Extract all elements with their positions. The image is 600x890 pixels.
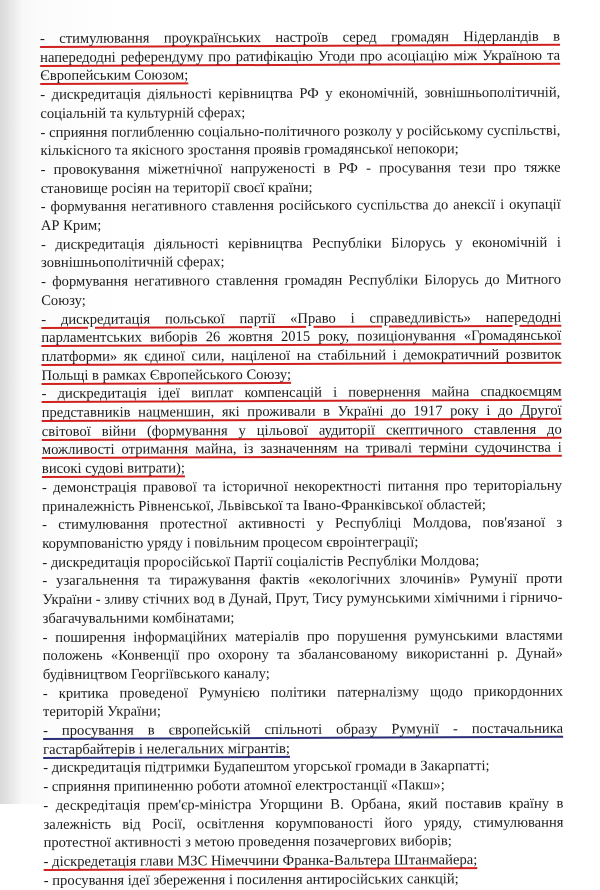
list-item — [42, 514, 562, 554]
item-text: - стимулювання протестної активності у Республіці Молдова, пов'язаної з корумпованістю уряду і повільним процесом євроінтеграції; — [42, 515, 563, 552]
list-item — [41, 196, 561, 236]
item-text: - поширення інформаційних матеріалів про порушення румунськими властями положень «Конвенції про охорону та збалансованому використанні р. Дунай» будівництвом Георгіївського каналу; — [42, 627, 563, 683]
list-item — [43, 757, 563, 778]
item-text: - формування негативного ставлення російського суспільства до анексії і окупації АР Крим; — [40, 197, 561, 235]
item-text: - дискредитація проросійської Партії соціалістів Республіки Молдова; — [42, 552, 480, 571]
list-item — [40, 121, 560, 161]
scan-edge-shadow — [0, 0, 22, 804]
item-text: - стимулювання проукраїнських настроїв серед громадян Нідерландів в напередодні референдуму про ратифікацію Угоди про асоціацію між Україною та Європейським Союзом; — [40, 28, 561, 85]
item-text: - сприяння припиненню роботи атомної електростанції «Пакш»; — [43, 777, 445, 796]
list-item — [43, 720, 563, 760]
item-text: - дискредитація польської партії «Право і справедливість» напередодні парламентських виборів 26 жовтня 2015 року, позиціонування «Громадянської платформи» як єдиної сили, націленої на стабільний і демократичний розвиток Польщі в рамках Європейського Союзу; — [41, 309, 562, 384]
item-text: - узагальнення та тиражування фактів «екологічних злочинів» Румунії проти України - зливу стічних вод в Дунай, Прут, Тису румунськими хімічними і гірничо-збагачувальними комбінатами; — [42, 571, 563, 627]
list-item — [41, 233, 561, 273]
item-text: - демонстрація правової та історичної некоректності питання про територіальну приналежність Рівненської, Львівської та Івано-Франківської областей; — [41, 477, 563, 515]
item-text: - дискредитація підтримки Будапештом угорської громади в Закарпатті; — [43, 758, 490, 777]
document-body — [40, 28, 564, 890]
item-text: - дискредитація ідеї виплат компенсацій і повернення майна спадкоємцям представників нацменшин, які проживали в Україні до 1917 року і до Другої світової війни (формування у цільової аудиторії скептичного ставлення до можливості отримання майна, із зазначенням на тривалі терміни судочинства і високі судові витрати); — [41, 384, 562, 478]
list-item — [41, 159, 561, 199]
list-item — [41, 271, 561, 311]
list-item — [41, 308, 561, 385]
list-item — [42, 551, 562, 572]
list-item — [43, 795, 563, 853]
item-text: - сприяння поглибленню соціально-політичного розколу у російському суспільстві, кількісного та якісного зростання проявів громадянської непокори; — [40, 122, 561, 160]
item-text: - дескредітація прем'єр-міністра Угорщини В. Орбана, який поставив країну в залежність від Росії, освітлення корумпованості його уряду, стимулювання протестної активності з метою проведення позачергових виборів; — [43, 795, 564, 852]
list-item — [42, 570, 562, 628]
list-item — [44, 851, 564, 872]
list-item — [42, 477, 562, 517]
item-text: - просування ідеї збереження і посилення антиросійських санкцій; — [43, 870, 459, 889]
list-item — [40, 84, 560, 124]
item-text: - дискредитація діяльності керівництва Республіки Білорусь у економічній і зовнішньополітичній сферах; — [40, 234, 561, 272]
item-text: - просування в європейській спільноті образу Румунії - постачальника гастарбайтерів і нелегальних мігрантів; — [43, 720, 564, 758]
list-item — [44, 869, 564, 890]
list-item — [40, 28, 560, 86]
list-item — [43, 682, 563, 722]
item-text: - критика проведеної Румунією політики патерналізму щодо прикордонних територій України; — [42, 683, 563, 721]
list-item — [42, 383, 562, 479]
item-text: - діскредетація глави МЗС Німеччини Франка-Вальтера Штанмайера; — [43, 852, 478, 870]
item-text: - дискредитація діяльності керівництва РФ у економічній, зовнішньополітичній, соціальній та культурній сферах; — [40, 84, 561, 122]
list-item — [43, 626, 563, 684]
item-text: - провокування міжетнічної напруженості в РФ - просування тези про тяжке становище росіян на території своєї країни; — [40, 159, 561, 197]
item-text: - формування негативного ставлення громадян Республіки Білорусь до Митного Союзу; — [41, 271, 562, 309]
list-item — [43, 776, 563, 797]
